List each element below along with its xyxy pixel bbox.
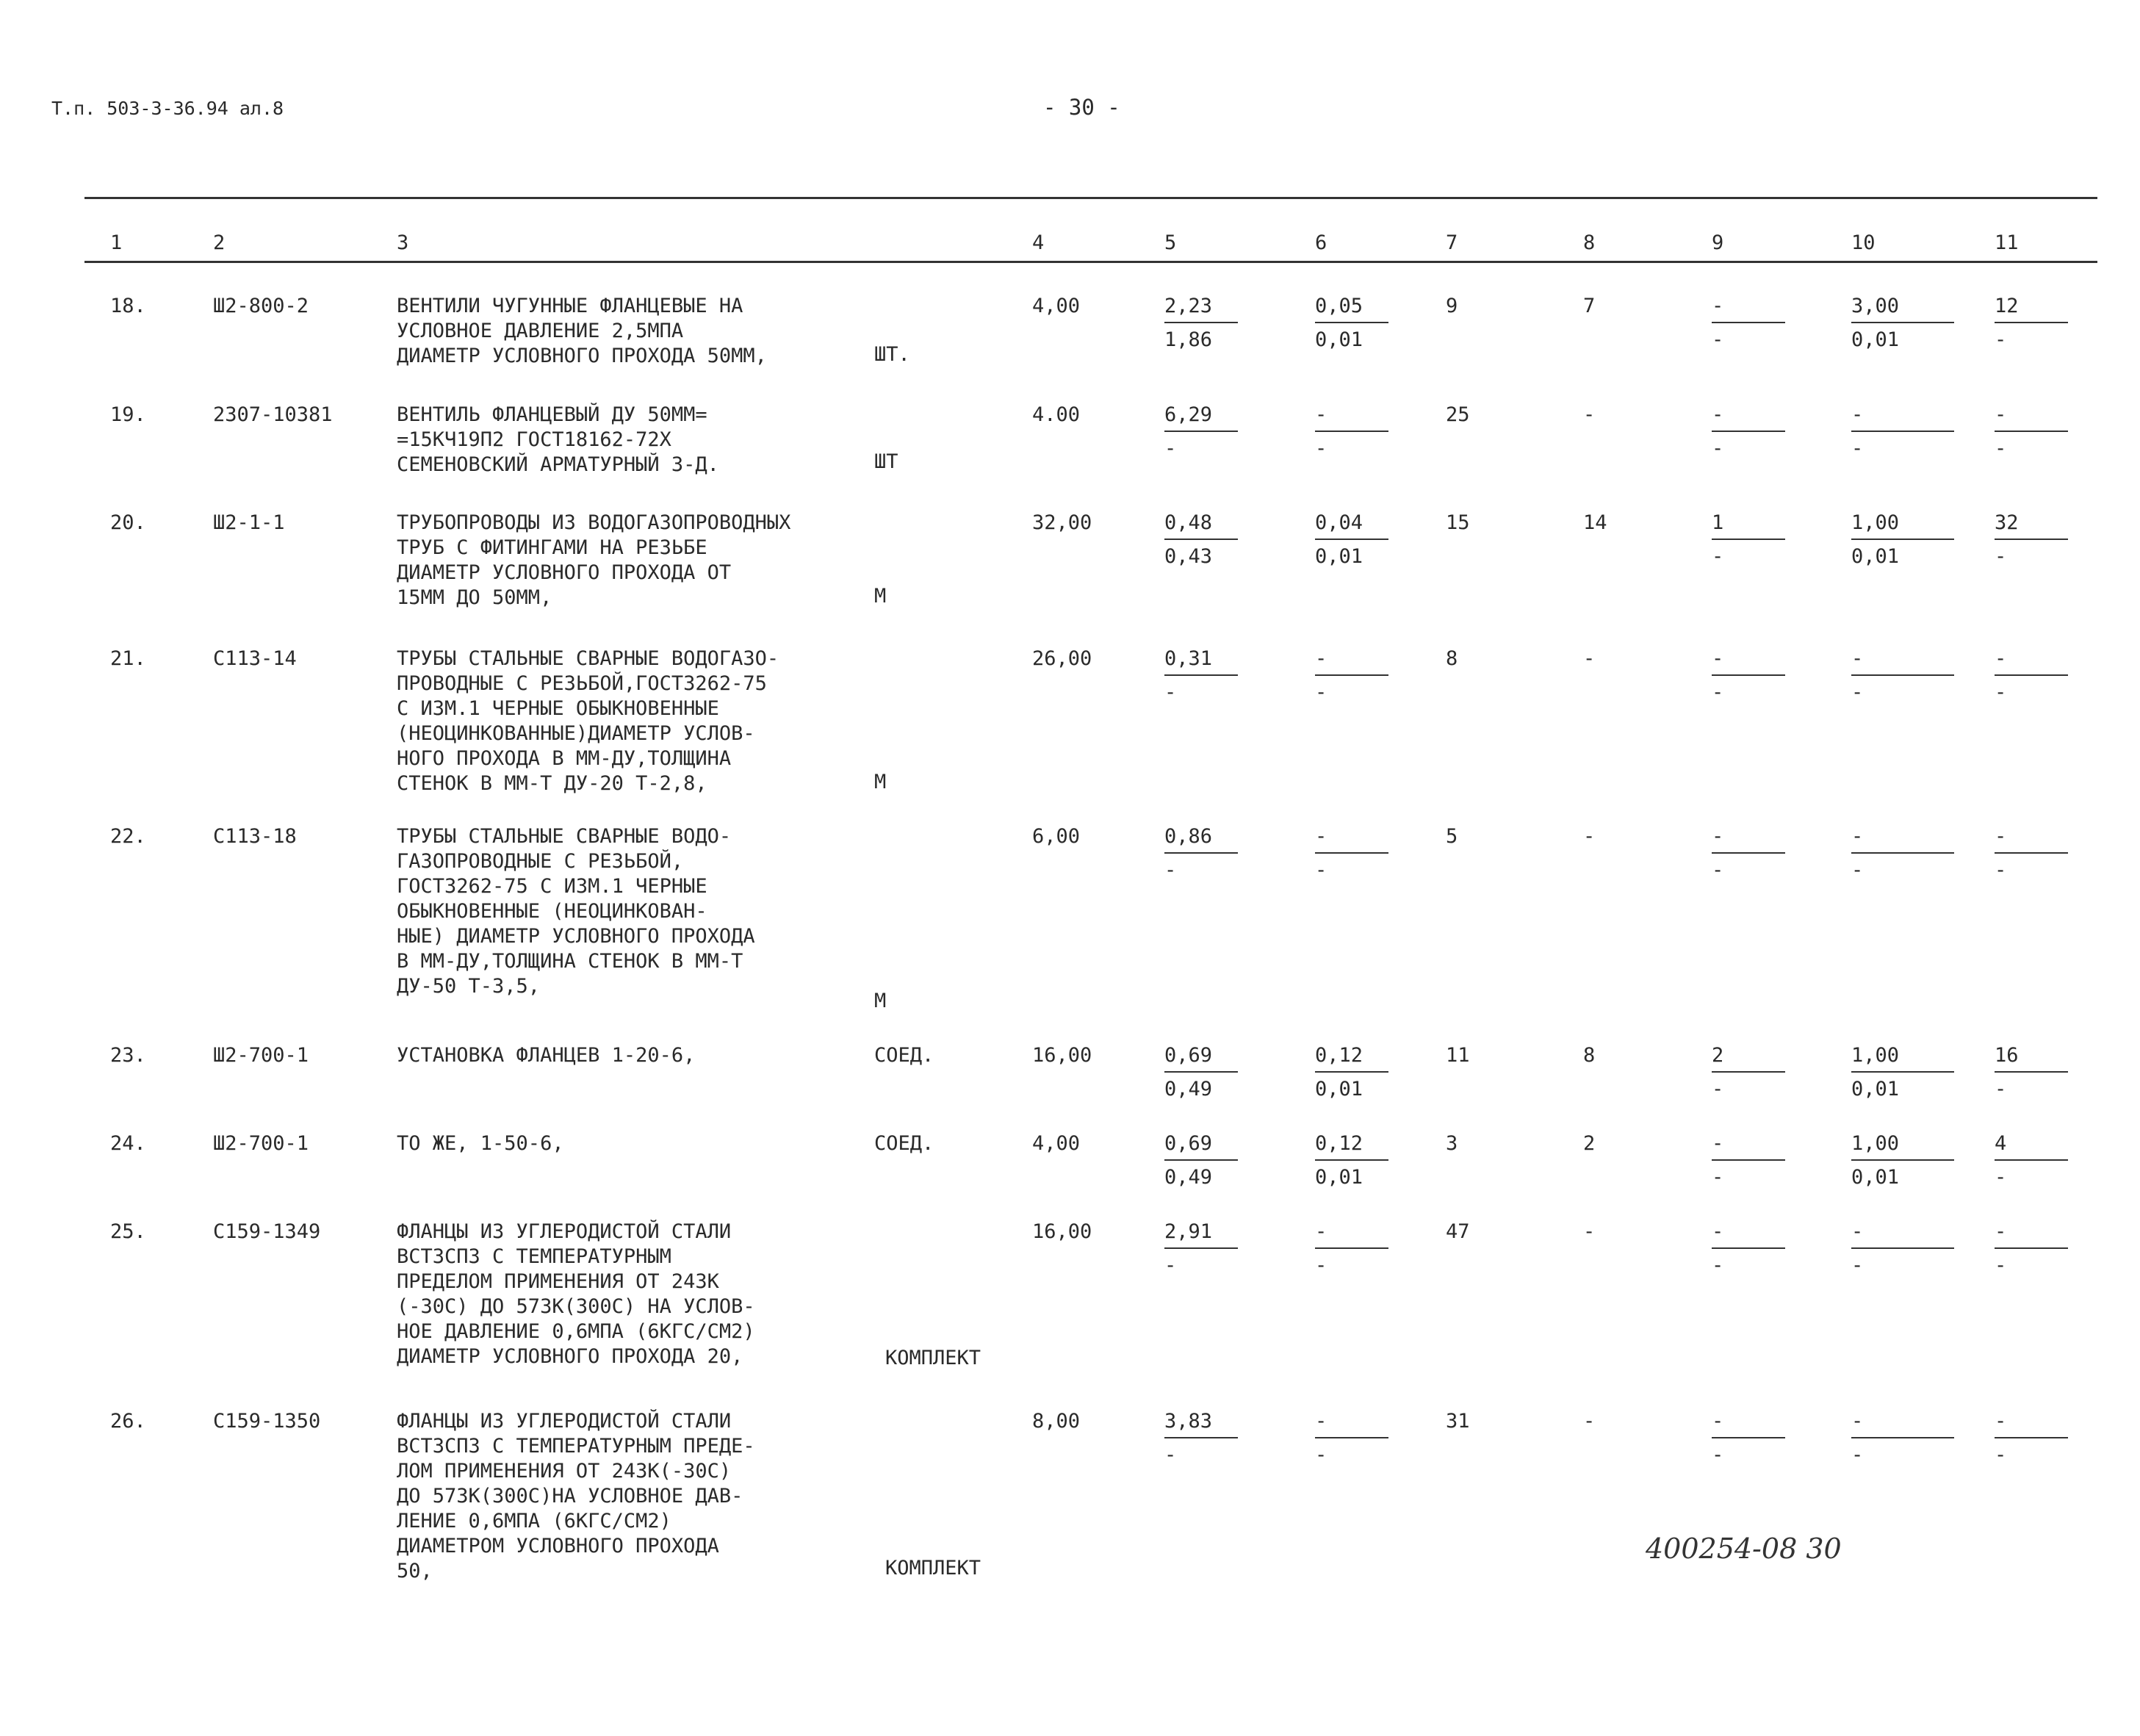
col11-value-denominator: - [1995,1444,2007,1467]
rate-code: Ш2-800-2 [213,295,309,317]
col5-value-numerator: 0,48 [1164,511,1238,540]
col7-value: 31 [1446,1410,1470,1433]
col10-value-denominator: 0,01 [1851,545,1900,569]
quantity: 4,00 [1032,295,1081,317]
table-top-rule [84,197,2097,199]
col10-value-numerator: 1,00 [1851,511,1954,540]
col11-value [1995,824,2068,883]
col5-value-denominator: - [1164,859,1177,882]
item-description: ТРУБЫ СТАЛЬНЫЕ СВАРНЫЕ ВОДОГАЗО- ПРОВОДНЫЕ С РЕЗЬБОЙ,ГОСТ3262-75 С ИЗМ.1 ЧЕРНЫЕ ОБЫКНОВЕННЫЕ (НЕОЦИНКОВАННЫЕ)ДИАМЕТР УСЛОВ- НОГО ПРОХОДА В ММ-ДУ,ТОЛЩИНА СТЕНОК В ММ-Т ДУ-20 Т-2,8, [397,647,779,795]
col11-value-denominator: - [1995,1166,2007,1189]
col6-value-numerator: - [1315,824,1388,854]
col9-value [1712,1409,1785,1468]
col10-value-denominator: 0,01 [1851,1166,1900,1189]
col10-value-denominator: - [1851,681,1864,705]
col10-value-denominator: - [1851,859,1864,882]
col11-value-numerator: 12 [1995,294,2068,323]
col11-value-denominator: - [1995,859,2007,882]
col8-value: 7 [1583,295,1596,317]
row-number: 23. [110,1044,146,1067]
column-header-11: 11 [1995,231,2019,254]
col6-value [1315,1409,1388,1468]
quantity: 4.00 [1032,403,1081,426]
col5-value-numerator: 2,91 [1164,1220,1238,1249]
row-number: 18. [110,295,146,317]
column-header-9: 9 [1712,231,1724,254]
col6-value-denominator: 0,01 [1315,1166,1363,1189]
col11-value-numerator: 32 [1995,511,2068,540]
col10-value-numerator: - [1851,1220,1954,1249]
document-code: Т.п. 503-3-36.94 ал.8 [51,98,284,119]
column-header-5: 5 [1164,231,1177,254]
quantity: 16,00 [1032,1220,1092,1243]
col10-value [1851,294,1954,353]
col6-value [1315,403,1388,461]
col6-value-numerator: - [1315,1220,1388,1249]
col6-value-denominator: - [1315,859,1327,882]
col10-value [1851,403,1954,461]
col11-value-numerator: - [1995,403,2068,432]
col5-value [1164,403,1238,461]
col6-value-numerator: 0,12 [1315,1131,1388,1161]
col10-value [1851,1043,1954,1102]
col5-value-denominator: - [1164,1444,1177,1467]
col6-value [1315,294,1388,353]
col9-value-denominator: - [1712,1078,1724,1101]
column-header-10: 10 [1851,231,1876,254]
column-header-4: 4 [1032,231,1045,254]
col5-value-numerator: 0,69 [1164,1043,1238,1073]
col6-value [1315,647,1388,705]
unit-of-measure: КОМПЛЕКТ [885,1557,981,1580]
col9-value [1712,647,1785,705]
row-number: 22. [110,825,146,848]
col9-value [1712,1043,1785,1102]
col9-value-denominator: - [1712,545,1724,569]
col10-value [1851,1220,1954,1278]
column-header-6: 6 [1315,231,1327,254]
rate-code: С159-1349 [213,1220,321,1243]
col11-value-numerator: - [1995,1409,2068,1438]
table-header-rule [84,261,2097,263]
col9-value-numerator: - [1712,647,1785,676]
col10-value [1851,824,1954,883]
col9-value-numerator: - [1712,1131,1785,1161]
col7-value: 11 [1446,1044,1470,1067]
col9-value [1712,511,1785,569]
col9-value-numerator: - [1712,294,1785,323]
col7-value: 25 [1446,403,1470,426]
rate-code: С113-14 [213,647,297,670]
unit-of-measure: М [874,585,887,608]
col9-value [1712,294,1785,353]
col6-value-denominator: - [1315,681,1327,705]
handwritten-note: 400254-08 30 [1646,1532,1842,1565]
col10-value-denominator: 0,01 [1851,328,1900,352]
col7-value: 15 [1446,511,1470,534]
quantity: 32,00 [1032,511,1092,534]
col10-value [1851,647,1954,705]
col8-value: - [1583,1410,1596,1433]
col10-value-numerator: - [1851,1409,1954,1438]
row-number: 21. [110,647,146,670]
col10-value-denominator: 0,01 [1851,1078,1900,1101]
col10-value [1851,511,1954,569]
rate-code: Ш2-700-1 [213,1132,309,1155]
col8-value: 8 [1583,1044,1596,1067]
unit-of-measure: СОЕД. [874,1132,934,1155]
col11-value [1995,1043,2068,1102]
col11-value-numerator: 4 [1995,1131,2068,1161]
quantity: 26,00 [1032,647,1092,670]
col6-value-numerator: 0,12 [1315,1043,1388,1073]
col5-value [1164,824,1238,883]
col9-value-denominator: - [1712,1254,1724,1278]
col6-value-denominator: - [1315,437,1327,461]
col5-value-denominator: 0,49 [1164,1166,1213,1189]
col6-value [1315,511,1388,569]
unit-of-measure: М [874,771,887,793]
col11-value-numerator: - [1995,1220,2068,1249]
col9-value-numerator: - [1712,824,1785,854]
col6-value-numerator: 0,05 [1315,294,1388,323]
col9-value-denominator: - [1712,328,1724,352]
item-description: УСТАНОВКА ФЛАНЦЕВ 1-20-6, [397,1044,696,1067]
col8-value: - [1583,1220,1596,1243]
col9-value-numerator: - [1712,1409,1785,1438]
quantity: 4,00 [1032,1132,1081,1155]
row-number: 24. [110,1132,146,1155]
col5-value-numerator: 0,86 [1164,824,1238,854]
col6-value-denominator: 0,01 [1315,1078,1363,1101]
quantity: 6,00 [1032,825,1081,848]
col8-value: - [1583,403,1596,426]
col5-value-denominator: - [1164,1254,1177,1278]
rate-code: 2307-10381 [213,403,333,426]
col10-value-numerator: - [1851,824,1954,854]
col8-value: - [1583,825,1596,848]
col9-value-denominator: - [1712,437,1724,461]
col6-value-numerator: 0,04 [1315,511,1388,540]
col11-value-denominator: - [1995,1078,2007,1101]
col7-value: 9 [1446,295,1458,317]
item-description: ФЛАНЦЫ ИЗ УГЛЕРОДИСТОЙ СТАЛИ ВСТ3СП3 С ТЕМПЕРАТУРНЫМ ПРЕДЕЛОМ ПРИМЕНЕНИЯ ОТ 243К (-30С) ДО 573К(300С) НА УСЛОВ- НОЕ ДАВЛЕНИЕ 0,6МПА (6КГС/СМ2) ДИАМЕТР УСЛОВНОГО ПРОХОДА 20, [397,1220,755,1368]
row-number: 19. [110,403,146,426]
col5-value [1164,1043,1238,1102]
col6-value-denominator: - [1315,1254,1327,1278]
col11-value-denominator: - [1995,437,2007,461]
col6-value-numerator: - [1315,403,1388,432]
col8-value: 14 [1583,511,1607,534]
col9-value [1712,403,1785,461]
col5-value [1164,1220,1238,1278]
col6-value [1315,824,1388,883]
col11-value-denominator: - [1995,545,2007,569]
col10-value-numerator: 1,00 [1851,1043,1954,1073]
col5-value-denominator: - [1164,681,1177,705]
item-description: ТО ЖЕ, 1-50-6, [397,1132,564,1155]
col5-value [1164,647,1238,705]
col7-value: 5 [1446,825,1458,848]
column-header-2: 2 [213,231,226,254]
col7-value: 8 [1446,647,1458,670]
column-header-7: 7 [1446,231,1458,254]
col11-value [1995,403,2068,461]
unit-of-measure: ШТ [874,450,898,473]
col9-value-numerator: 2 [1712,1043,1785,1073]
col9-value-denominator: - [1712,859,1724,882]
col11-value-denominator: - [1995,328,2007,352]
unit-of-measure: М [874,990,887,1012]
item-description: ВЕНТИЛЬ ФЛАНЦЕВЫЙ ДУ 50ММ= =15КЧ19П2 ГОСТ18162-72Х СЕМЕНОВСКИЙ АРМАТУРНЫЙ З-Д. [397,403,719,476]
col5-value-numerator: 2,23 [1164,294,1238,323]
rate-code: Ш2-700-1 [213,1044,309,1067]
col10-value-numerator: - [1851,647,1954,676]
col10-value-numerator: 3,00 [1851,294,1954,323]
quantity: 8,00 [1032,1410,1081,1433]
col6-value-numerator: - [1315,647,1388,676]
item-description: ФЛАНЦЫ ИЗ УГЛЕРОДИСТОЙ СТАЛИ ВСТ3СП3 С ТЕМПЕРАТУРНЫМ ПРЕДЕ- ЛОМ ПРИМЕНЕНИЯ ОТ 243К(-30С) ДО 573К(300С)НА УСЛОВНОЕ ДАВ- ЛЕНИЕ 0,6МПА (6КГС/СМ2) ДИАМЕТРОМ УСЛОВНОГО ПРОХОДА 50, [397,1410,755,1582]
col6-value [1315,1220,1388,1278]
col6-value-denominator: 0,01 [1315,328,1363,352]
unit-of-measure: ШТ. [874,343,910,366]
col9-value-numerator: 1 [1712,511,1785,540]
col11-value-numerator: - [1995,824,2068,854]
col5-value-numerator: 6,29 [1164,403,1238,432]
col9-value [1712,824,1785,883]
item-description: ТРУБЫ СТАЛЬНЫЕ СВАРНЫЕ ВОДО- ГАЗОПРОВОДНЫЕ С РЕЗЬБОЙ, ГОСТ3262-75 С ИЗМ.1 ЧЕРНЫЕ ОБЫКНОВЕННЫЕ (НЕОЦИНКОВАН- НЫЕ) ДИАМЕТР УСЛОВНОГО ПРОХОДА В ММ-ДУ,ТОЛЩИНА СТЕНОК В ММ-Т ДУ-50 Т-3,5, [397,825,755,998]
rate-code: Ш2-1-1 [213,511,285,534]
col6-value-denominator: 0,01 [1315,545,1363,569]
page-number: - 30 - [1043,95,1120,120]
col7-value: 47 [1446,1220,1470,1243]
unit-of-measure: КОМПЛЕКТ [885,1347,981,1369]
col9-value [1712,1220,1785,1278]
rate-code: С113-18 [213,825,297,848]
col11-value [1995,1409,2068,1468]
col5-value [1164,294,1238,353]
col9-value-denominator: - [1712,1166,1724,1189]
col8-value: 2 [1583,1132,1596,1155]
col6-value-numerator: - [1315,1409,1388,1438]
col11-value-denominator: - [1995,681,2007,705]
col11-value [1995,647,2068,705]
col6-value [1315,1131,1388,1190]
col9-value [1712,1131,1785,1190]
col5-value [1164,1409,1238,1468]
column-header-8: 8 [1583,231,1596,254]
col10-value-denominator: - [1851,437,1864,461]
col10-value-numerator: - [1851,403,1954,432]
col11-value [1995,1131,2068,1190]
col9-value-denominator: - [1712,1444,1724,1467]
col5-value-denominator: - [1164,437,1177,461]
col5-value-numerator: 0,31 [1164,647,1238,676]
col10-value-denominator: - [1851,1444,1864,1467]
col5-value-denominator: 1,86 [1164,328,1213,352]
col5-value-denominator: 0,43 [1164,545,1213,569]
col7-value: 3 [1446,1132,1458,1155]
col11-value [1995,294,2068,353]
col9-value-numerator: - [1712,1220,1785,1249]
col5-value-numerator: 0,69 [1164,1131,1238,1161]
item-description: ТРУБОПРОВОДЫ ИЗ ВОДОГАЗОПРОВОДНЫХ ТРУБ С ФИТИНГАМИ НА РЕЗЬБЕ ДИАМЕТР УСЛОВНОГО ПРОХОДА ОТ 15ММ ДО 50ММ, [397,511,791,609]
col10-value [1851,1409,1954,1468]
row-number: 26. [110,1410,146,1433]
col6-value [1315,1043,1388,1102]
col9-value-denominator: - [1712,681,1724,705]
quantity: 16,00 [1032,1044,1092,1067]
col5-value [1164,511,1238,569]
column-header-1: 1 [110,231,123,254]
col9-value-numerator: - [1712,403,1785,432]
row-number: 20. [110,511,146,534]
unit-of-measure: СОЕД. [874,1044,934,1067]
col10-value-numerator: 1,00 [1851,1131,1954,1161]
row-number: 25. [110,1220,146,1243]
col5-value-numerator: 3,83 [1164,1409,1238,1438]
col10-value [1851,1131,1954,1190]
col11-value [1995,511,2068,569]
col5-value [1164,1131,1238,1190]
col6-value-denominator: - [1315,1444,1327,1467]
item-description: ВЕНТИЛИ ЧУГУННЫЕ ФЛАНЦЕВЫЕ НА УСЛОВНОЕ ДАВЛЕНИЕ 2,5МПА ДИАМЕТР УСЛОВНОГО ПРОХОДА 50ММ, [397,295,767,367]
col11-value-denominator: - [1995,1254,2007,1278]
col8-value: - [1583,647,1596,670]
col11-value-numerator: 16 [1995,1043,2068,1073]
col10-value-denominator: - [1851,1254,1864,1278]
col5-value-denominator: 0,49 [1164,1078,1213,1101]
col11-value [1995,1220,2068,1278]
column-header-3: 3 [397,231,409,254]
col11-value-numerator: - [1995,647,2068,676]
rate-code: С159-1350 [213,1410,321,1433]
